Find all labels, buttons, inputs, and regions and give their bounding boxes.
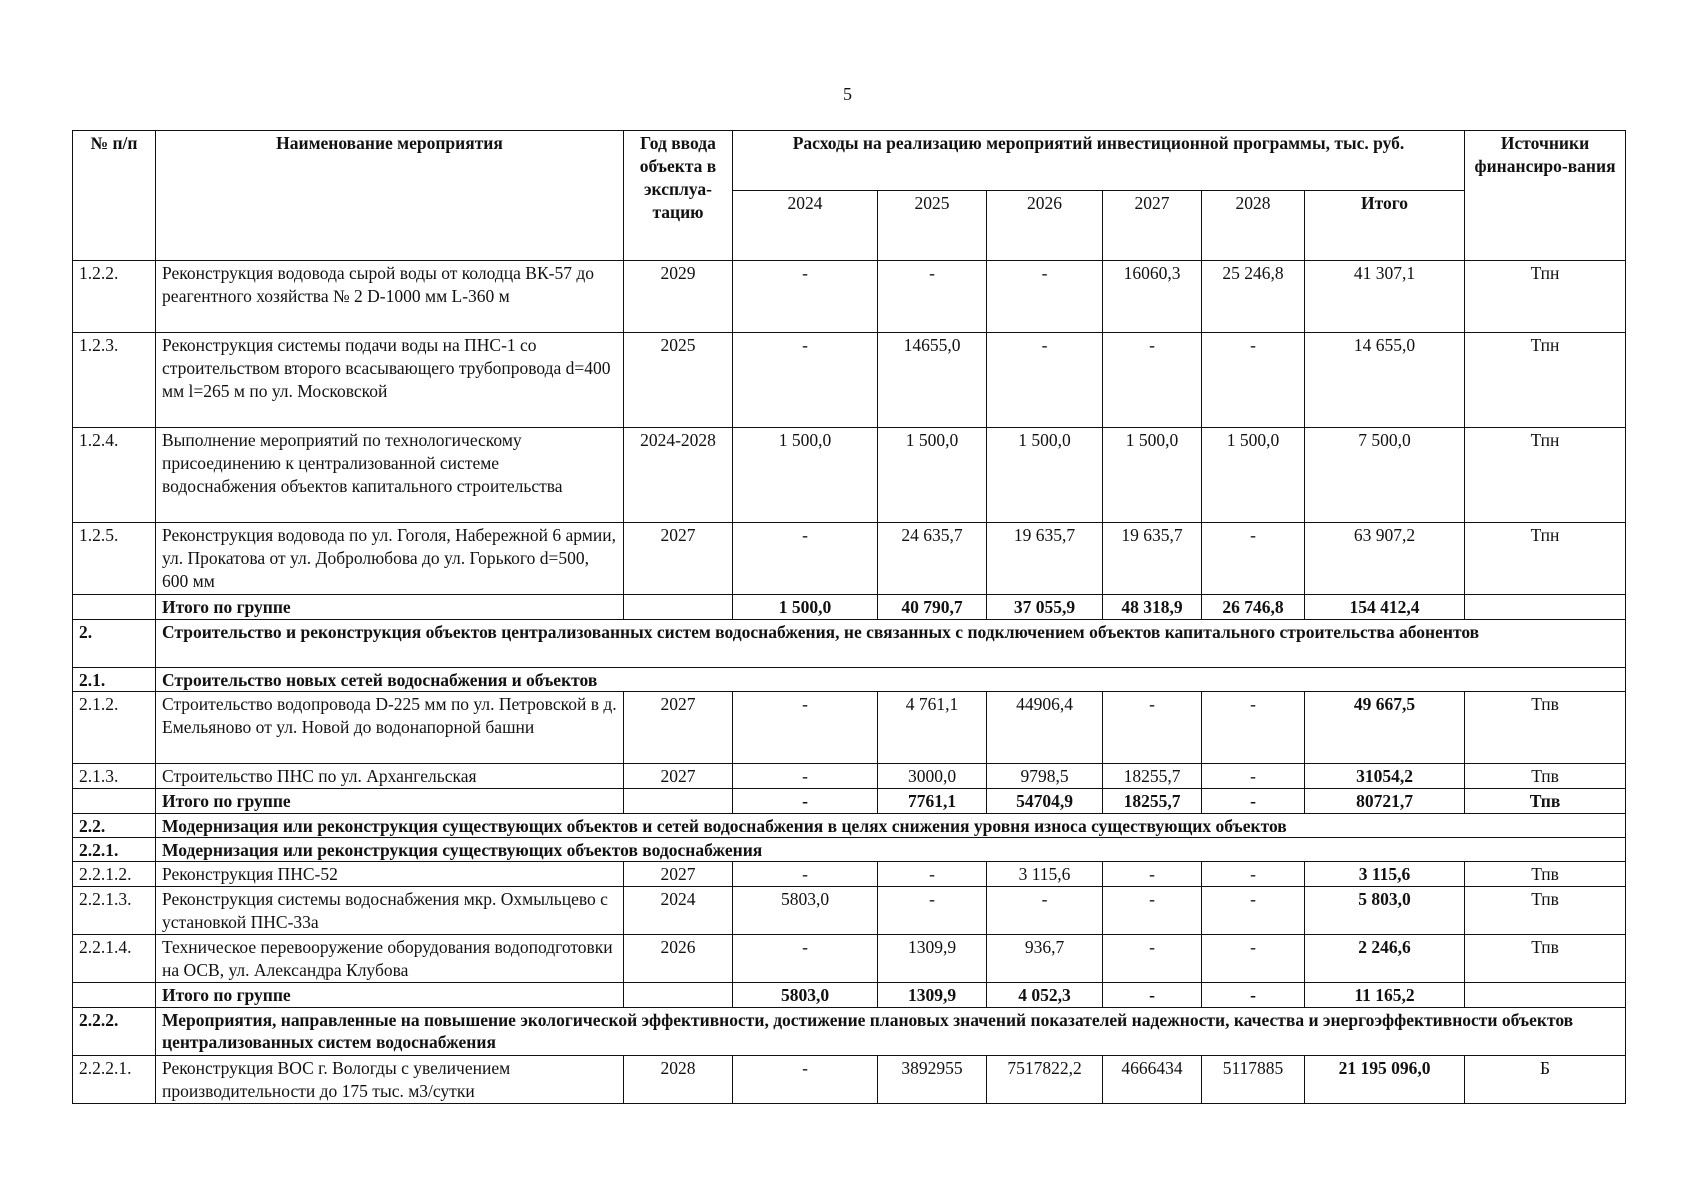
row-source: Тпв (1465, 789, 1626, 814)
row-total: 5 803,0 (1305, 887, 1465, 935)
row-name: Реконструкция ПНС-52 (156, 862, 624, 887)
row-total: 80721,7 (1305, 789, 1465, 814)
row-2027: - (1103, 935, 1202, 983)
row-2025: - (878, 261, 987, 333)
table-row (73, 764, 1626, 789)
row-source: Тпв (1465, 692, 1626, 764)
header-source: Источники финансиро-вания (1465, 131, 1626, 261)
row-2024: 5803,0 (733, 983, 878, 1008)
section-num: 2.2.2. (73, 1008, 156, 1056)
row-source: Тпв (1465, 764, 1626, 789)
table-row (73, 692, 1626, 764)
row-2026: 19 635,7 (987, 523, 1103, 595)
header-2024: 2024 (733, 191, 878, 261)
row-num: 1.2.3. (73, 333, 156, 428)
row-2024: - (733, 261, 878, 333)
row-year: 2025 (624, 333, 733, 428)
row-2025: 4 761,1 (878, 692, 987, 764)
row-num: 1.2.5. (73, 523, 156, 595)
row-2028: - (1202, 887, 1305, 935)
row-2026: 3 115,6 (987, 862, 1103, 887)
row-2028: 5117885 (1202, 1056, 1305, 1104)
row-2026: 1 500,0 (987, 428, 1103, 523)
row-num: 2.1.2. (73, 692, 156, 764)
row-2028: 1 500,0 (1202, 428, 1305, 523)
table-row (73, 523, 1626, 595)
table-header-row (73, 131, 1626, 191)
row-source: Тпв (1465, 935, 1626, 983)
row-name: Строительство ПНС по ул. Архангельская (156, 764, 624, 789)
row-2025: 1 500,0 (878, 428, 987, 523)
row-year: 2027 (624, 523, 733, 595)
section-row (73, 814, 1626, 838)
row-name: Реконструкция водовода сырой воды от колодца ВК-57 до реагентного хозяйства № 2 D-1000 мм L-360 м (156, 261, 624, 333)
row-num: 2.2.2.1. (73, 1056, 156, 1104)
row-2027: - (1103, 333, 1202, 428)
row-2024: - (733, 333, 878, 428)
section-title: Модернизация или реконструкция существующих объектов водоснабжения (156, 838, 1626, 862)
row-total: 154 412,4 (1305, 595, 1465, 620)
subtotal-row (73, 983, 1626, 1008)
row-2025: 7761,1 (878, 789, 987, 814)
row-2024: - (733, 789, 878, 814)
row-num (73, 595, 156, 620)
row-2027: - (1103, 862, 1202, 887)
row-2027: 48 318,9 (1103, 595, 1202, 620)
section-row (73, 620, 1626, 668)
row-name: Реконструкция водовода по ул. Гоголя, Набережной 6 армии, ул. Прокатова от ул. Добролюбова до ул. Горького d=500, 600 мм (156, 523, 624, 595)
row-2028: - (1202, 523, 1305, 595)
row-source (1465, 983, 1626, 1008)
row-2024: - (733, 764, 878, 789)
row-2024: - (733, 1056, 878, 1104)
section-row (73, 1008, 1626, 1056)
row-2024: 1 500,0 (733, 428, 878, 523)
row-2025: 3000,0 (878, 764, 987, 789)
row-source: Тпн (1465, 261, 1626, 333)
row-2027: 19 635,7 (1103, 523, 1202, 595)
header-num: № п/п (73, 131, 156, 261)
row-name: Реконструкция системы подачи воды на ПНС-1 со строительством второго всасывающего трубопровода d=400 мм l=265 м по ул. Московской (156, 333, 624, 428)
row-source: Б (1465, 1056, 1626, 1104)
header-total: Итого (1305, 191, 1465, 261)
row-total: 11 165,2 (1305, 983, 1465, 1008)
section-title: Строительство новых сетей водоснабжения и объектов (156, 668, 1626, 692)
row-year: 2024-2028 (624, 428, 733, 523)
row-2024: - (733, 862, 878, 887)
row-2025: - (878, 862, 987, 887)
row-name: Итого по группе (156, 983, 624, 1008)
row-2024: - (733, 935, 878, 983)
section-title: Строительство и реконструкция объектов централизованных систем водоснабжения, не связанных с подключением объектов капитального строительства абонентов (156, 620, 1626, 668)
row-total: 3 115,6 (1305, 862, 1465, 887)
row-num: 2.2.1.3. (73, 887, 156, 935)
row-total: 41 307,1 (1305, 261, 1465, 333)
row-2026: 7517822,2 (987, 1056, 1103, 1104)
row-2026: 44906,4 (987, 692, 1103, 764)
table-row (73, 887, 1626, 935)
row-year: 2024 (624, 887, 733, 935)
row-name: Техническое перевооружение оборудования водоподготовки на ОСВ, ул. Александра Клубова (156, 935, 624, 983)
row-2024: - (733, 692, 878, 764)
header-2025: 2025 (878, 191, 987, 261)
section-num: 2.2. (73, 814, 156, 838)
row-2025: 3892955 (878, 1056, 987, 1104)
row-year: 2027 (624, 862, 733, 887)
header-2028: 2028 (1202, 191, 1305, 261)
table-row (73, 862, 1626, 887)
row-2026: 936,7 (987, 935, 1103, 983)
row-2025: 24 635,7 (878, 523, 987, 595)
header-2027: 2027 (1103, 191, 1202, 261)
section-title: Модернизация или реконструкция существующих объектов и сетей водоснабжения в целях снижения уровня износа существующих объектов (156, 814, 1626, 838)
table-row (73, 428, 1626, 523)
row-2028: - (1202, 935, 1305, 983)
subtotal-row (73, 595, 1626, 620)
row-2025: 14655,0 (878, 333, 987, 428)
section-row (73, 838, 1626, 862)
row-2027: 4666434 (1103, 1056, 1202, 1104)
table-row (73, 333, 1626, 428)
row-2028: - (1202, 983, 1305, 1008)
row-year (624, 983, 733, 1008)
section-row (73, 668, 1626, 692)
row-source: Тпн (1465, 333, 1626, 428)
row-2026: - (987, 887, 1103, 935)
row-total: 14 655,0 (1305, 333, 1465, 428)
row-2025: 1309,9 (878, 935, 987, 983)
header-2026: 2026 (987, 191, 1103, 261)
row-2027: - (1103, 692, 1202, 764)
table-row (73, 261, 1626, 333)
row-source: Тпн (1465, 428, 1626, 523)
row-num: 2.2.1.4. (73, 935, 156, 983)
row-2028: - (1202, 333, 1305, 428)
row-2027: 18255,7 (1103, 789, 1202, 814)
row-name: Реконструкция ВОС г. Вологды с увеличением производительности до 175 тыс. м3/сутки (156, 1056, 624, 1104)
row-2027: 18255,7 (1103, 764, 1202, 789)
row-source: Тпв (1465, 862, 1626, 887)
row-2028: - (1202, 692, 1305, 764)
row-2024: 5803,0 (733, 887, 878, 935)
section-num: 2. (73, 620, 156, 668)
row-name: Выполнение мероприятий по технологическому присоединению к централизованной системе водоснабжения объектов капитального строительства (156, 428, 624, 523)
row-2024: - (733, 523, 878, 595)
page-number: 5 (843, 84, 852, 104)
row-2025: 40 790,7 (878, 595, 987, 620)
row-source (1465, 595, 1626, 620)
table-row (73, 1056, 1626, 1104)
row-total: 49 667,5 (1305, 692, 1465, 764)
row-2028: 25 246,8 (1202, 261, 1305, 333)
row-num (73, 789, 156, 814)
row-2027: - (1103, 983, 1202, 1008)
row-2025: 1309,9 (878, 983, 987, 1008)
row-num: 2.2.1.2. (73, 862, 156, 887)
row-total: 7 500,0 (1305, 428, 1465, 523)
row-2026: 54704,9 (987, 789, 1103, 814)
section-num: 2.1. (73, 668, 156, 692)
row-year: 2026 (624, 935, 733, 983)
row-2027: - (1103, 887, 1202, 935)
row-name: Строительство водопровода D-225 мм по ул. Петровской в д. Емельяново от ул. Новой до водонапорной башни (156, 692, 624, 764)
row-2026: 4 052,3 (987, 983, 1103, 1008)
row-name: Итого по группе (156, 789, 624, 814)
row-year (624, 789, 733, 814)
row-2026: 37 055,9 (987, 595, 1103, 620)
row-name: Реконструкция системы водоснабжения мкр. Охмыльцево с установкой ПНС-33а (156, 887, 624, 935)
row-2026: - (987, 261, 1103, 333)
row-year: 2027 (624, 764, 733, 789)
row-year: 2029 (624, 261, 733, 333)
row-total: 31054,2 (1305, 764, 1465, 789)
row-num: 2.1.3. (73, 764, 156, 789)
section-num: 2.2.1. (73, 838, 156, 862)
header-expenses: Расходы на реализацию мероприятий инвестиционной программы, тыс. руб. (733, 131, 1465, 191)
row-2028: - (1202, 862, 1305, 887)
header-year: Год ввода объекта в эксплуа-тацию (624, 131, 733, 261)
row-source: Тпн (1465, 523, 1626, 595)
row-total: 63 907,2 (1305, 523, 1465, 595)
subtotal-row (73, 789, 1626, 814)
row-2025: - (878, 887, 987, 935)
section-title: Мероприятия, направленные на повышение экологической эффективности, достижение плановых значений показателей надежности, качества и энергоэффективности объектов централизованных систем водоснабжения (156, 1008, 1626, 1056)
row-name: Итого по группе (156, 595, 624, 620)
row-year (624, 595, 733, 620)
row-2028: - (1202, 789, 1305, 814)
row-num: 1.2.4. (73, 428, 156, 523)
investment-program-table (72, 130, 1626, 1104)
row-num (73, 983, 156, 1008)
row-num: 1.2.2. (73, 261, 156, 333)
row-2027: 1 500,0 (1103, 428, 1202, 523)
row-2024: 1 500,0 (733, 595, 878, 620)
row-2026: 9798,5 (987, 764, 1103, 789)
row-2027: 16060,3 (1103, 261, 1202, 333)
row-2028: 26 746,8 (1202, 595, 1305, 620)
row-total: 2 246,6 (1305, 935, 1465, 983)
table-row (73, 935, 1626, 983)
row-2026: - (987, 333, 1103, 428)
row-year: 2027 (624, 692, 733, 764)
row-source: Тпв (1465, 887, 1626, 935)
row-2028: - (1202, 764, 1305, 789)
header-name: Наименование мероприятия (156, 131, 624, 261)
row-total: 21 195 096,0 (1305, 1056, 1465, 1104)
row-year: 2028 (624, 1056, 733, 1104)
